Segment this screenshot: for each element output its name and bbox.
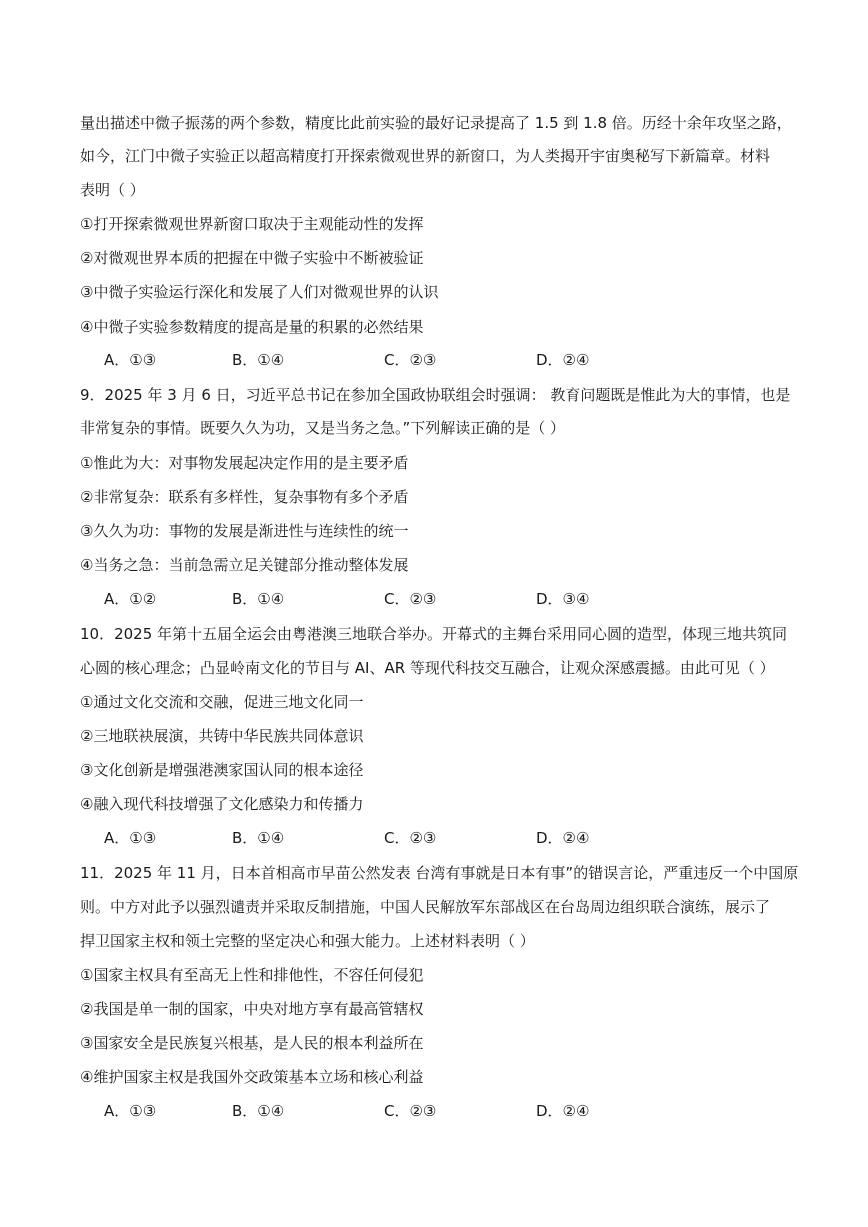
q8-stem-line: 如今，江门中微子实验正以超高精度打开探索微观世界的新窗口，为人类揭开宇宙奥秘写下新篇章。材料 (80, 147, 771, 165)
q11-option-a: A．①③ (104, 1102, 157, 1120)
q8-stem-line: 量出描述中微子振荡的两个参数，精度比此前实验的最好记录提高了 1.5 到 1.8 倍。历经十余年攻坚之路， (80, 114, 792, 132)
q11-option-c: C．②③ (384, 1102, 437, 1120)
q10-statement-4: ④融入现代科技增强了文化感染力和传播力 (80, 795, 364, 813)
q8-option-b: B．①④ (232, 351, 285, 369)
q9-options (80, 589, 800, 609)
q9-option-d: D．③④ (536, 590, 590, 608)
q9-option-a: A．①② (104, 590, 157, 608)
q9-statement-1: ①惟此为大：对事物发展起决定作用的是主要矛盾 (80, 454, 409, 472)
q9-statement-3: ③久久为功：事物的发展是渐进性与连续性的统一 (80, 522, 409, 540)
q10-statement-3: ③文化创新是增强港澳家国认同的根本途径 (80, 761, 364, 779)
q9-statement-2: ②非常复杂：联系有多样性，复杂事物有多个矛盾 (80, 488, 409, 506)
q8-option-a: A．①③ (104, 351, 157, 369)
q8-stem-line: 表明（ ） (80, 181, 145, 199)
q8-statement-2: ②对微观世界本质的把握在中微子实验中不断被验证 (80, 249, 424, 267)
q11-option-b: B．①④ (232, 1102, 285, 1120)
q11-stem-line: 捍卫国家主权和领土完整的坚定决心和强大能力。上述材料表明（ ） (80, 932, 535, 950)
q8-option-d: D．②④ (536, 351, 590, 369)
q10-option-d: D．②④ (536, 829, 590, 847)
q10-stem-line: 10．2025 年第十五届全运会由粤港澳三地联合举办。开幕式的主舞台采用同心圆的造型，体现三地共筑同 (80, 625, 788, 643)
q9-option-c: C．②③ (384, 590, 437, 608)
q10-statement-1: ①通过文化交流和交融，促进三地文化同一 (80, 693, 364, 711)
q10-options (80, 828, 800, 848)
q11-statement-1: ①国家主权具有至高无上性和排他性，不容任何侵犯 (80, 966, 424, 984)
q10-statement-2: ②三地联袂展演，共铸中华民族共同体意识 (80, 727, 364, 745)
q11-statement-2: ②我国是单一制的国家，中央对地方享有最高管辖权 (80, 1000, 424, 1018)
q11-stem-line: 11．2025 年 11 月，日本首相高市早苗公然发表 台湾有事就是日本有事”的错误言论，严重违反一个中国原 (80, 864, 799, 882)
q11-option-d: D．②④ (536, 1102, 590, 1120)
q10-stem-line: 心圆的核心理念；凸显岭南文化的节目与 AI、AR 等现代科技交互融合，让观众深感震撼。由此可见（ ） (80, 659, 775, 677)
q9-statement-4: ④当务之急：当前急需立足关键部分推动整体发展 (80, 556, 409, 574)
q11-statement-3: ③国家安全是民族复兴根基，是人民的根本利益所在 (80, 1034, 424, 1052)
q11-stem-line: 则。中方对此予以强烈谴责并采取反制措施，中国人民解放军东部战区在台岛周边组织联合演练，展示了 (80, 898, 771, 916)
q9-stem-line: 非常复杂的事情。既要久久为功，又是当务之急。”下列解读正确的是（ ） (80, 419, 566, 437)
q9-option-b: B．①④ (232, 590, 285, 608)
q8-statement-4: ④中微子实验参数精度的提高是量的积累的必然结果 (80, 318, 424, 336)
q8-options (80, 350, 800, 370)
q11-options (80, 1101, 800, 1121)
q8-option-c: C．②③ (384, 351, 437, 369)
q11-statement-4: ④维护国家主权是我国外交政策基本立场和核心利益 (80, 1068, 424, 1086)
q8-statement-3: ③中微子实验运行深化和发展了人们对微观世界的认识 (80, 283, 439, 301)
q9-stem-line: 9．2025 年 3 月 6 日，习近平总书记在参加全国政协联组会时强调： 教育问题既是惟此为大的事情，也是 (80, 386, 791, 404)
q8-statement-1: ①打开探索微观世界新窗口取决于主观能动性的发挥 (80, 215, 424, 233)
q10-option-b: B．①④ (232, 829, 285, 847)
q10-option-a: A．①③ (104, 829, 157, 847)
q10-option-c: C．②③ (384, 829, 437, 847)
